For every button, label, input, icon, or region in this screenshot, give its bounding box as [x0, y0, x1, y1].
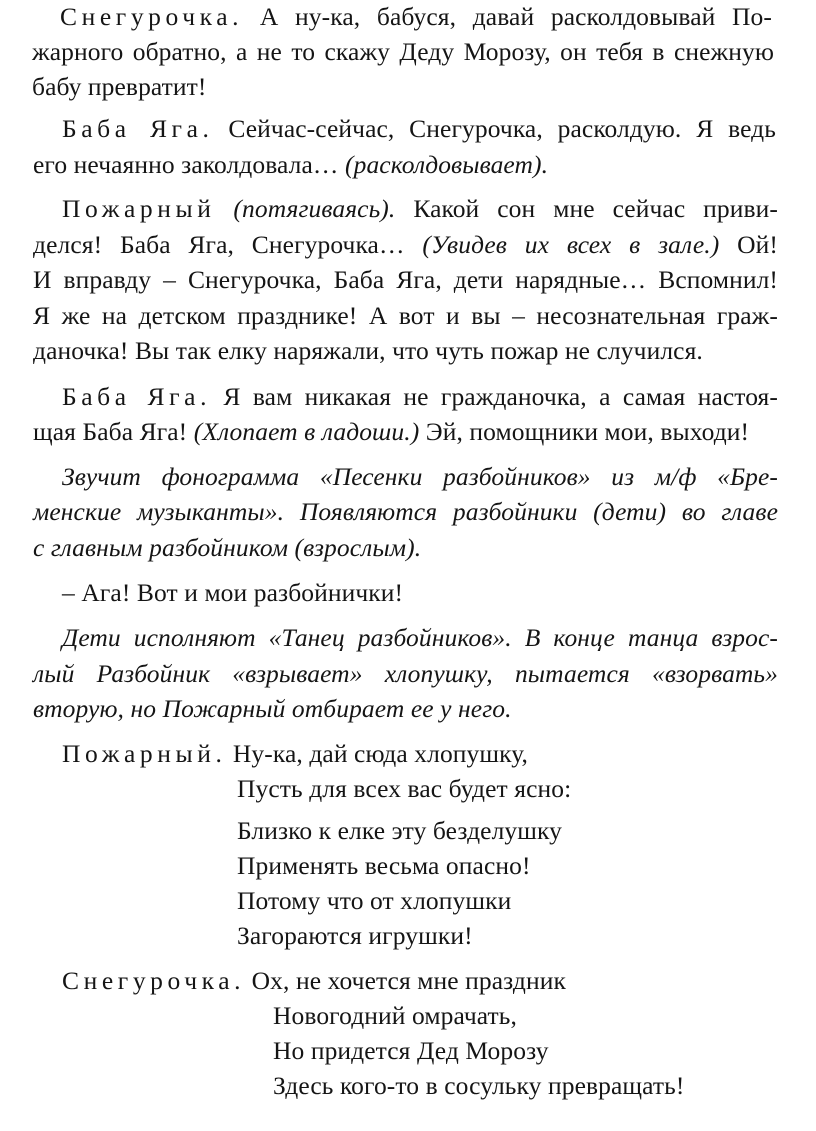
replica-text: его нечаянно заколдовала…	[33, 150, 345, 179]
replica-text: делся! Баба Яга, Снегурочка…	[33, 230, 423, 259]
text-line	[62, 382, 778, 412]
replica-text: Я вам никакая не гражданочка, а самая настоя-	[211, 382, 778, 411]
speaker-name: Баба Яга.	[62, 382, 212, 411]
verse-line	[237, 921, 473, 951]
replica-text: – Ага! Вот и мои разбойнички!	[62, 578, 404, 607]
stage-direction: менские музыканты». Появляются разбойники (дети) во главе	[33, 497, 778, 526]
stage-direction-line	[33, 659, 778, 689]
verse-line	[62, 739, 528, 769]
stage-direction-line	[33, 497, 778, 527]
verse-line	[237, 774, 571, 804]
verse-line	[273, 1036, 549, 1066]
verse-line	[62, 966, 566, 996]
text-line	[62, 578, 403, 608]
text-line	[60, 2, 772, 32]
verse-text: Близко к елке эту безделушку	[237, 816, 562, 845]
replica-text: Сейчас-сейчас, Снегурочка, расколдую. Я ведь	[213, 114, 776, 143]
stage-direction: (Увидев их всех в зале.)	[422, 230, 720, 259]
text-line	[62, 114, 776, 144]
stage-direction-line	[62, 462, 778, 492]
verse-text: Но придется Дед Морозу	[273, 1036, 549, 1065]
speaker-name: Снегурочка.	[60, 2, 244, 31]
verse-text: Здесь кого-то в сосульку превращать!	[273, 1071, 685, 1100]
verse-text: Загораются игрушки!	[237, 921, 473, 950]
replica-text: жарного обратно, а не то скажу Деду Морозу, он тебя в снежную	[32, 37, 774, 66]
verse-text: Новогодний омрачать,	[273, 1001, 517, 1030]
verse-text: Пусть для всех вас будет ясно:	[237, 774, 572, 803]
text-line	[33, 230, 778, 260]
verse-text: Применять весьма опасно!	[237, 851, 531, 880]
stage-direction: вторую, но Пожарный отбирает ее у него.	[33, 694, 512, 723]
replica-text: И вправду – Снегурочка, Баба Яга, дети нарядные… Вспомнил!	[33, 265, 778, 294]
verse-line	[273, 1071, 684, 1101]
stage-direction: Дети исполняют «Танец разбойников». В конце танца взрос-	[62, 623, 778, 652]
verse-text: Ну-ка, дай сюда хлопушку,	[226, 739, 529, 768]
replica-text: щая Баба Яга!	[33, 417, 194, 446]
text-line	[33, 301, 778, 331]
stage-direction: (Хлопает в ладоши.)	[193, 417, 420, 446]
replica-text: Какой сон мне сейчас приви-	[395, 194, 779, 223]
speaker-name: Баба Яга.	[62, 114, 214, 143]
stage-direction: (потягиваясь).	[215, 194, 396, 223]
verse-line	[273, 1001, 517, 1031]
stage-direction-line	[62, 623, 778, 653]
stage-direction: (расколдовывает).	[345, 150, 549, 179]
text-line	[32, 72, 207, 102]
text-line	[33, 417, 749, 447]
speaker-name: Снегурочка.	[62, 966, 246, 995]
replica-text: Эй, помощники мои, выходи!	[419, 417, 750, 446]
verse-line	[237, 816, 562, 846]
stage-direction-line	[33, 694, 512, 724]
stage-direction: Звучит фонограмма «Песенки разбойников» из м/ф «Бре-	[62, 462, 778, 491]
verse-line	[237, 886, 511, 916]
verse-text: Ох, не хочется мне праздник	[245, 966, 566, 995]
verse-text: Потому что от хлопушки	[237, 886, 512, 915]
replica-text: Ой!	[719, 230, 778, 259]
text-line	[33, 336, 703, 366]
verse-line	[237, 851, 531, 881]
replica-text: Я же на детском празднике! А вот и вы – несознательная граж-	[33, 301, 778, 330]
text-line	[32, 37, 774, 67]
stage-direction: лый Разбойник «взрывает» хлопушку, пытается «взорвать»	[33, 659, 778, 688]
replica-text: А ну-ка, бабуся, давай расколдовывай По-	[243, 2, 772, 31]
text-line	[33, 150, 548, 180]
speaker-name: Пожарный	[62, 194, 216, 223]
text-line	[62, 194, 778, 224]
speaker-name: Пожарный.	[62, 739, 227, 768]
replica-text: бабу превратит!	[32, 72, 207, 101]
stage-direction-line	[33, 533, 421, 563]
stage-direction: с главным разбойником (взрослым).	[33, 533, 422, 562]
replica-text: даночка! Вы так елку наряжали, что чуть пожар не случился.	[33, 336, 703, 365]
text-line	[33, 265, 778, 295]
